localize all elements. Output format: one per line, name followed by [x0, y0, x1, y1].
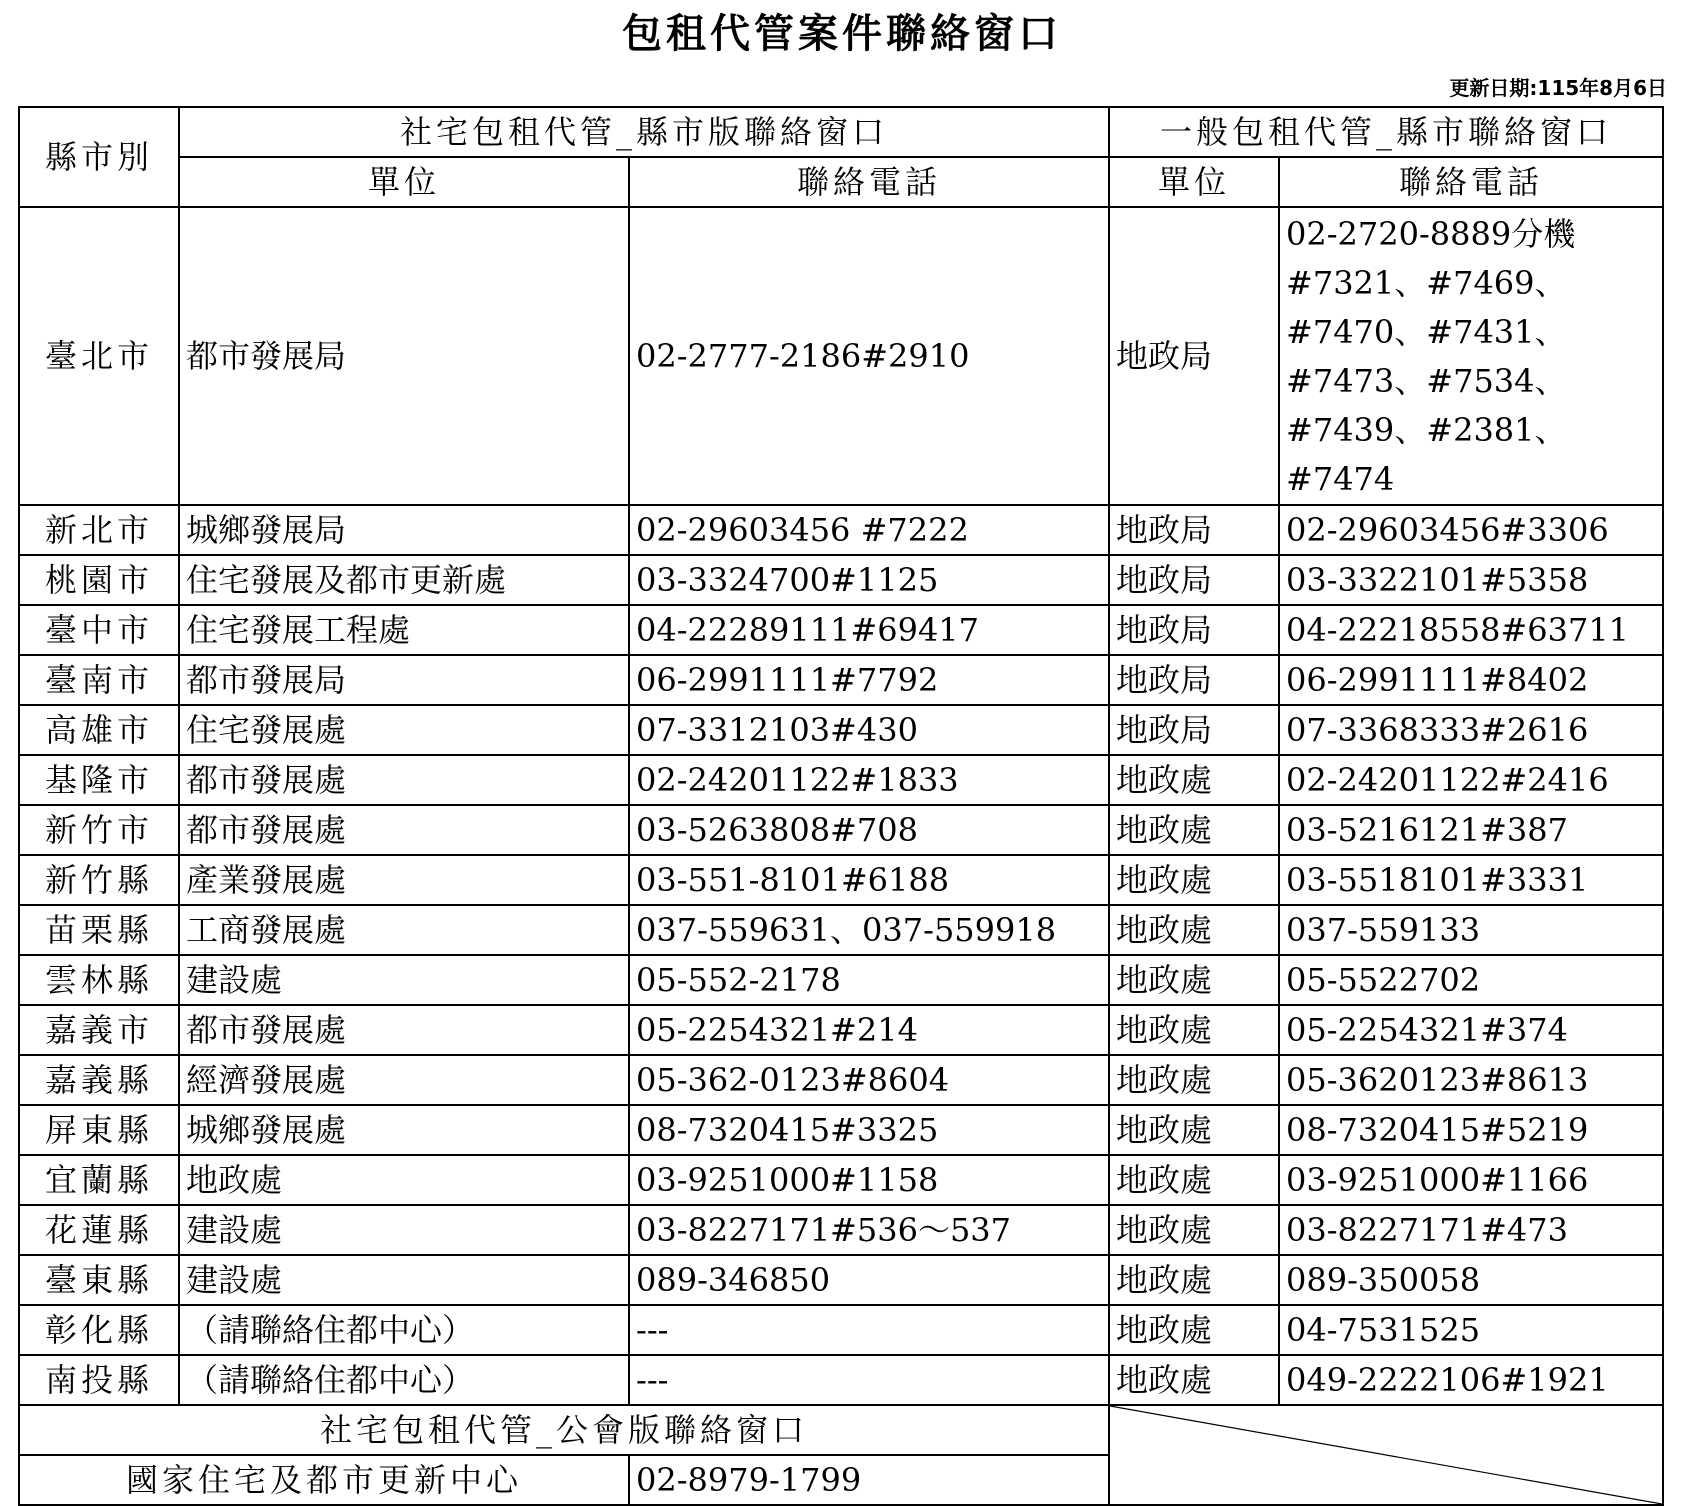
social-unit-cell: 住宅發展工程處	[179, 605, 629, 655]
social-phone-cell: 05-2254321#214	[629, 1005, 1109, 1055]
general-unit-cell: 地政處	[1109, 955, 1279, 1005]
city-cell: 南投縣	[19, 1355, 179, 1405]
social-unit-cell: 都市發展處	[179, 1005, 629, 1055]
city-cell: 花蓮縣	[19, 1205, 179, 1255]
phone-line: #7321、#7469、	[1286, 264, 1567, 302]
table-row-taipei	[19, 207, 1663, 505]
social-phone-cell: 03-9251000#1158	[629, 1155, 1109, 1205]
social-phone-cell: 05-552-2178	[629, 955, 1109, 1005]
general-phone-cell: 03-5518101#3331	[1279, 855, 1663, 905]
social-phone-cell: 05-362-0123#8604	[629, 1055, 1109, 1105]
table-row	[19, 1155, 1663, 1205]
table-row	[19, 1355, 1663, 1405]
header-row-groups	[19, 107, 1663, 157]
update-date: 更新日期:115年8月6日	[1449, 76, 1667, 100]
city-cell: 雲林縣	[19, 955, 179, 1005]
social-phone-cell: ---	[629, 1355, 1109, 1405]
table-body	[19, 107, 1663, 1505]
general-phone-cell: 089-350058	[1279, 1255, 1663, 1305]
social-phone-cell: 08-7320415#3325	[629, 1105, 1109, 1155]
general-unit-cell: 地政局	[1109, 555, 1279, 605]
city-cell: 宜蘭縣	[19, 1155, 179, 1205]
social-phone-cell: 07-3312103#430	[629, 705, 1109, 755]
table-row	[19, 555, 1663, 605]
phone-line: #7470、#7431、	[1286, 313, 1567, 351]
general-unit-cell: 地政局	[1109, 655, 1279, 705]
table-row	[19, 905, 1663, 955]
table-row	[19, 805, 1663, 855]
city-cell: 新竹縣	[19, 855, 179, 905]
general-phone-cell: 04-22218558#63711	[1279, 605, 1663, 655]
empty-diagonal-cell	[1109, 1405, 1663, 1505]
social-unit-cell: 城鄉發展局	[179, 505, 629, 555]
social-unit-cell: 工商發展處	[179, 905, 629, 955]
table-row	[19, 955, 1663, 1005]
social-phone-cell: 03-8227171#536～537	[629, 1205, 1109, 1255]
social-unit-cell: 城鄉發展處	[179, 1105, 629, 1155]
header-social-unit: 單位	[179, 157, 629, 207]
general-unit-cell: 地政處	[1109, 1205, 1279, 1255]
header-social-phone: 聯絡電話	[629, 157, 1109, 207]
city-cell: 新竹市	[19, 805, 179, 855]
header-general-unit: 單位	[1109, 157, 1279, 207]
general-phone-cell: 03-3322101#5358	[1279, 555, 1663, 605]
social-phone-cell: 02-2777-2186#2910	[629, 207, 1109, 505]
general-phone-cell: 05-2254321#374	[1279, 1005, 1663, 1055]
social-unit-cell: 經濟發展處	[179, 1055, 629, 1105]
social-unit-cell: 產業發展處	[179, 855, 629, 905]
general-unit-cell: 地政處	[1109, 1255, 1279, 1305]
general-phone-cell: 03-9251000#1166	[1279, 1155, 1663, 1205]
table-row	[19, 855, 1663, 905]
social-unit-cell: 住宅發展及都市更新處	[179, 555, 629, 605]
social-unit-cell: 都市發展局	[179, 207, 629, 505]
general-unit-cell: 地政局	[1109, 605, 1279, 655]
city-cell: 嘉義縣	[19, 1055, 179, 1105]
social-phone-cell: ---	[629, 1305, 1109, 1355]
guild-header: 社宅包租代管_公會版聯絡窗口	[19, 1405, 1109, 1455]
general-unit-cell: 地政局	[1109, 505, 1279, 555]
general-phone-cell: 05-5522702	[1279, 955, 1663, 1005]
city-cell: 彰化縣	[19, 1305, 179, 1355]
city-cell: 臺南市	[19, 655, 179, 705]
general-unit-cell: 地政處	[1109, 905, 1279, 955]
phone-line: #7439、#2381、#7474	[1286, 411, 1567, 498]
general-unit-cell: 地政處	[1109, 1105, 1279, 1155]
social-unit-cell: 都市發展局	[179, 655, 629, 705]
social-phone-cell: 02-24201122#1833	[629, 755, 1109, 805]
general-phone-cell: 03-8227171#473	[1279, 1205, 1663, 1255]
general-unit-cell: 地政處	[1109, 1355, 1279, 1405]
social-phone-cell: 02-29603456 #7222	[629, 505, 1109, 555]
contact-table	[18, 106, 1664, 1506]
page-title: 包租代管案件聯絡窗口	[622, 11, 1062, 57]
city-cell: 臺東縣	[19, 1255, 179, 1305]
table-row	[19, 1205, 1663, 1255]
table-row	[19, 1005, 1663, 1055]
city-cell: 高雄市	[19, 705, 179, 755]
guild-unit: 國家住宅及都市更新中心	[19, 1455, 629, 1505]
general-phone-cell: 05-3620123#8613	[1279, 1055, 1663, 1105]
table-row	[19, 505, 1663, 555]
social-phone-cell: 03-5263808#708	[629, 805, 1109, 855]
city-cell: 苗栗縣	[19, 905, 179, 955]
header-row-columns	[19, 157, 1663, 207]
general-unit-cell: 地政處	[1109, 1155, 1279, 1205]
city-cell: 臺北市	[19, 207, 179, 505]
social-unit-cell: 建設處	[179, 1205, 629, 1255]
table-row	[19, 605, 1663, 655]
social-unit-cell: 地政處	[179, 1155, 629, 1205]
guild-phone: 02-8979-1799	[629, 1455, 1109, 1505]
general-unit-cell: 地政處	[1109, 855, 1279, 905]
general-phone-cell: 06-2991111#8402	[1279, 655, 1663, 705]
city-cell: 臺中市	[19, 605, 179, 655]
social-phone-cell: 089-346850	[629, 1255, 1109, 1305]
general-unit-cell: 地政處	[1109, 805, 1279, 855]
general-phone-cell: 02-29603456#3306	[1279, 505, 1663, 555]
general-phone-cell: 037-559133	[1279, 905, 1663, 955]
social-phone-cell: 06-2991111#7792	[629, 655, 1109, 705]
table-row	[19, 705, 1663, 755]
header-general-phone: 聯絡電話	[1279, 157, 1663, 207]
table-row	[19, 1255, 1663, 1305]
phone-line: 02-2720-8889分機	[1286, 215, 1576, 253]
diagonal-line	[1110, 1406, 1662, 1504]
header-general-group: 一般包租代管_縣市聯絡窗口	[1109, 107, 1663, 157]
table-row	[19, 655, 1663, 705]
general-unit-cell: 地政處	[1109, 755, 1279, 805]
social-unit-cell: 都市發展處	[179, 805, 629, 855]
general-phone-cell: 08-7320415#5219	[1279, 1105, 1663, 1155]
social-unit-cell: 住宅發展處	[179, 705, 629, 755]
city-cell: 嘉義市	[19, 1005, 179, 1055]
social-unit-cell: 建設處	[179, 955, 629, 1005]
general-unit-cell: 地政處	[1109, 1305, 1279, 1355]
social-unit-cell: （請聯絡住都中心）	[179, 1305, 629, 1355]
header-social-group: 社宅包租代管_縣市版聯絡窗口	[179, 107, 1109, 157]
social-unit-cell: （請聯絡住都中心）	[179, 1355, 629, 1405]
header-city: 縣市別	[19, 107, 179, 207]
general-phone-cell: 02-24201122#2416	[1279, 755, 1663, 805]
general-phone-cell: 07-3368333#2616	[1279, 705, 1663, 755]
general-phone-cell: 049-2222106#1921	[1279, 1355, 1663, 1405]
table-row	[19, 755, 1663, 805]
city-cell: 屏東縣	[19, 1105, 179, 1155]
table-row	[19, 1105, 1663, 1155]
social-phone-cell: 03-551-8101#6188	[629, 855, 1109, 905]
city-cell: 基隆市	[19, 755, 179, 805]
table-row	[19, 1305, 1663, 1355]
general-unit-cell: 地政處	[1109, 1055, 1279, 1105]
general-phone-cell: 04-7531525	[1279, 1305, 1663, 1355]
general-unit-cell: 地政局	[1109, 207, 1279, 505]
general-phone-cell	[1279, 207, 1663, 505]
general-unit-cell: 地政處	[1109, 1005, 1279, 1055]
general-unit-cell: 地政局	[1109, 705, 1279, 755]
city-cell: 桃園市	[19, 555, 179, 605]
social-unit-cell: 都市發展處	[179, 755, 629, 805]
city-cell: 新北市	[19, 505, 179, 555]
phone-line: #7473、#7534、	[1286, 362, 1567, 400]
social-phone-cell: 037-559631、037-559918	[629, 905, 1109, 955]
table-row	[19, 1055, 1663, 1105]
social-unit-cell: 建設處	[179, 1255, 629, 1305]
guild-header-row	[19, 1405, 1663, 1455]
social-phone-cell: 04-22289111#69417	[629, 605, 1109, 655]
social-phone-cell: 03-3324700#1125	[629, 555, 1109, 605]
general-phone-cell: 03-5216121#387	[1279, 805, 1663, 855]
